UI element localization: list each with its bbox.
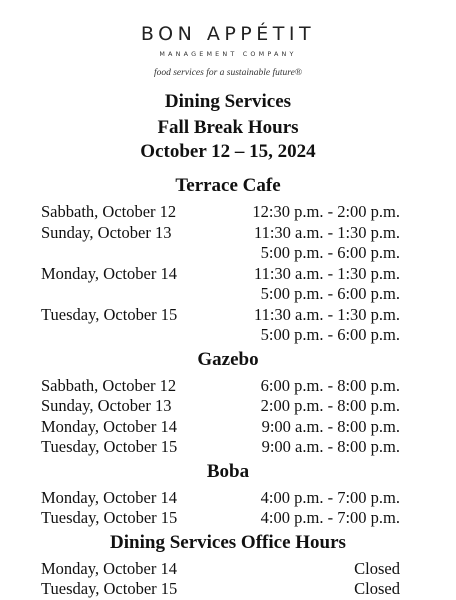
day-label: Monday, October 14 — [41, 416, 177, 436]
hours-value: 5:00 p.m. - 6:00 p.m. — [260, 284, 400, 304]
hours-list-gazebo — [0, 376, 456, 458]
hours-row — [41, 396, 400, 417]
page-title: Dining Services — [164, 91, 292, 112]
day-label: Sunday, October 13 — [41, 222, 172, 242]
day-label: Tuesday, October 15 — [41, 579, 178, 599]
hours-row — [41, 305, 400, 326]
brand-subtitle: MANAGEMENT COMPANY — [159, 50, 297, 58]
hours-value: 4:00 p.m. - 7:00 p.m. — [260, 508, 400, 528]
brand-name: BON APPÉTIT — [140, 23, 316, 45]
page-subtitle: Fall Break Hours — [157, 117, 299, 138]
hours-value: 5:00 p.m. - 6:00 p.m. — [260, 325, 400, 345]
hours-value: 6:00 p.m. - 8:00 p.m. — [260, 375, 400, 395]
day-label: Tuesday, October 15 — [41, 508, 178, 528]
hours-value: 9:00 a.m. - 8:00 p.m. — [261, 416, 400, 436]
section-heading-office: Dining Services Office Hours — [110, 531, 346, 553]
hours-value: 11:30 a.m. - 1:30 p.m. — [253, 304, 400, 324]
hours-value: 11:30 a.m. - 1:30 p.m. — [253, 222, 400, 242]
day-label: Monday, October 14 — [41, 263, 177, 283]
hours-row — [41, 437, 400, 458]
section-heading-gazebo: Gazebo — [197, 348, 259, 370]
hours-row — [41, 579, 400, 600]
hours-row — [41, 284, 400, 305]
hours-row — [41, 559, 400, 580]
hours-value: 5:00 p.m. - 6:00 p.m. — [260, 243, 400, 263]
hours-value: 11:30 a.m. - 1:30 p.m. — [253, 263, 400, 283]
date-range: October 12 – 15, 2024 — [140, 141, 316, 162]
hours-value: Closed — [354, 579, 400, 599]
day-label: Monday, October 14 — [41, 558, 177, 578]
hours-list-boba — [0, 488, 456, 529]
hours-row — [41, 325, 400, 346]
hours-row — [41, 488, 400, 509]
hours-value: 4:00 p.m. - 7:00 p.m. — [260, 487, 400, 507]
hours-row — [41, 376, 400, 397]
hours-list-office — [0, 559, 456, 600]
hours-row — [41, 202, 400, 223]
hours-list-terrace — [0, 202, 456, 346]
section-heading-terrace: Terrace Cafe — [175, 175, 281, 196]
hours-value: 9:00 a.m. - 8:00 p.m. — [261, 437, 400, 457]
hours-row — [41, 417, 400, 438]
day-label: Sabbath, October 12 — [41, 375, 177, 395]
hours-value: 2:00 p.m. - 8:00 p.m. — [260, 396, 400, 416]
hours-row — [41, 264, 400, 285]
hours-value: Closed — [354, 558, 400, 578]
day-label: Sabbath, October 12 — [41, 202, 177, 222]
hours-value: 12:30 p.m. - 2:00 p.m. — [252, 202, 400, 222]
section-heading-boba: Boba — [206, 460, 250, 482]
day-label: Sunday, October 13 — [41, 396, 172, 416]
day-label: Tuesday, October 15 — [41, 437, 178, 457]
hours-row — [41, 508, 400, 529]
brand-tagline: food services for a sustainable future® — [153, 68, 303, 78]
company-logo — [0, 0, 456, 79]
day-label: Tuesday, October 15 — [41, 304, 178, 324]
hours-row — [41, 243, 400, 264]
hours-row — [41, 223, 400, 244]
day-label: Monday, October 14 — [41, 487, 177, 507]
